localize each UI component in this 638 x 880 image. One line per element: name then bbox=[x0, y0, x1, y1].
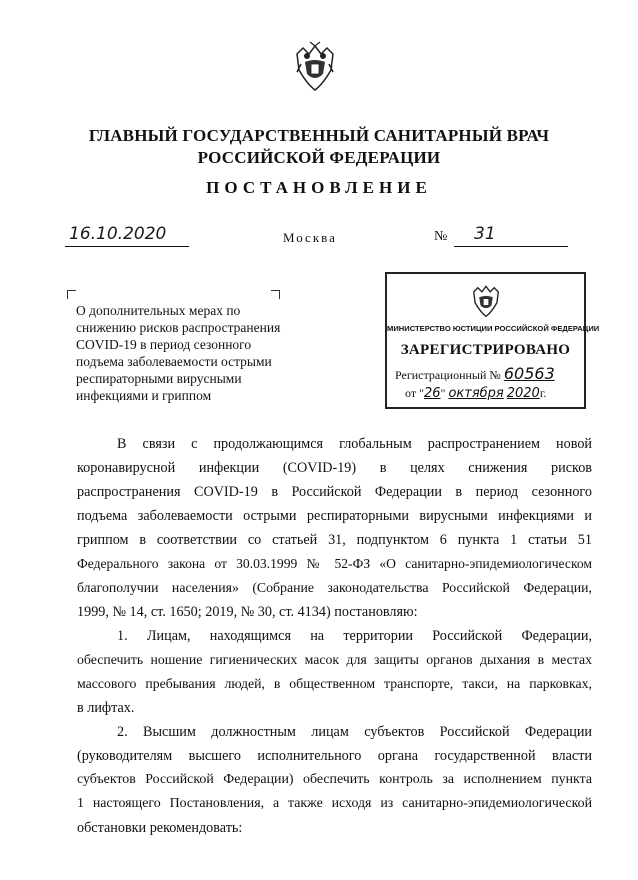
subject-line: снижению рисков распространения bbox=[76, 320, 281, 335]
body-line: (руководителям высшего исполнительного органа государственной власти bbox=[77, 748, 592, 764]
stamp-ministry: МИНИСТЕРСТВО ЮСТИЦИИ РОССИЙСКОЙ ФЕДЕРАЦИИ bbox=[387, 324, 600, 333]
city: Москва bbox=[283, 230, 337, 245]
body-line: обстановки рекомендовать: bbox=[77, 820, 243, 836]
body-line: массового пребывания людей, в общественном транспорте, такси, на парковках, bbox=[77, 676, 592, 691]
stamp-registration-line bbox=[395, 364, 555, 383]
number-label: № bbox=[434, 229, 448, 244]
handwritten-month: октября bbox=[448, 386, 504, 401]
body-line: 1. Лицам, находящимся на территории Российской Федерации, bbox=[117, 628, 592, 644]
subject-line: О дополнительных мерах по bbox=[76, 303, 241, 318]
subject-corner-right bbox=[271, 290, 280, 299]
body-line: 1 настоящего Постановления, а также исходя из санитарно-эпидемиологической bbox=[77, 796, 592, 811]
number-field bbox=[454, 226, 568, 247]
body-line: гриппом в соответствии со статьей 31, подпунктом 6 пункта 1 статьи 51 bbox=[77, 532, 592, 548]
body-line: обеспечить ношение гигиенических масок для защиты органов дыхания в местах bbox=[77, 652, 592, 667]
handwritten-day: 26 bbox=[423, 386, 441, 401]
registration-stamp bbox=[385, 272, 600, 409]
authority-subtitle: РОССИЙСКОЙ ФЕДЕРАЦИИ bbox=[197, 148, 441, 167]
body-line: благополучии населения» (Собрание законодательства Российской Федерации, bbox=[77, 580, 592, 595]
stamp-year-suffix: г. bbox=[539, 386, 547, 400]
handwritten-date: 16.10.2020 bbox=[69, 224, 167, 244]
subject-line: подъема заболеваемости острыми bbox=[76, 354, 272, 369]
document-body bbox=[77, 432, 592, 840]
stamp-date-line bbox=[405, 386, 546, 401]
body-line: Федерального закона от 30.03.1999 № 52-ФЗ «О санитарно-эпидемиологическом bbox=[77, 556, 592, 571]
body-line: распространения COVID-19 в Российской Федерации в период сезонного bbox=[77, 484, 592, 500]
body-line: 1999, № 14, ст. 1650; 2019, № 30, ст. 4134) постановляю: bbox=[77, 604, 418, 620]
paragraph-item-2 bbox=[77, 720, 592, 840]
subject-line: COVID-19 в период сезонного bbox=[76, 337, 252, 352]
body-line: подъема заболеваемости острыми респираторными вирусными инфекциями и bbox=[77, 508, 592, 524]
paragraph-item-1 bbox=[77, 624, 592, 720]
document-type: ПОСТАНОВЛЕНИЕ bbox=[206, 178, 432, 197]
body-line: В связи с продолжающимся глобальным распространением новой bbox=[117, 436, 592, 452]
stamp-quote: " bbox=[440, 386, 446, 400]
body-line: в лифтах. bbox=[77, 700, 135, 716]
subject-line: инфекциями и гриппом bbox=[76, 388, 212, 403]
paragraph-preamble bbox=[77, 432, 592, 624]
stamp-from-label: от " bbox=[405, 386, 424, 400]
stamp-reg-label: Регистрационный № bbox=[395, 368, 501, 382]
authority-title: ГЛАВНЫЙ ГОСУДАРСТВЕННЫЙ САНИТАРНЫЙ ВРАЧ bbox=[88, 126, 550, 145]
coat-of-arms-icon bbox=[293, 40, 337, 92]
subject-line: респираторными вирусными bbox=[76, 371, 242, 386]
stamp-eagle-icon bbox=[471, 282, 501, 318]
body-line: 2. Высшим должностным лицам субъектов Российской Федерации bbox=[117, 724, 592, 740]
subject-corner-left bbox=[67, 290, 76, 299]
body-line: коронавирусной инфекции (COVID-19) в целях снижения рисков bbox=[77, 460, 592, 476]
handwritten-reg-number: 60563 bbox=[503, 364, 555, 383]
handwritten-number: 31 bbox=[474, 224, 496, 244]
document-subject bbox=[76, 302, 308, 404]
body-line: субъектов Российской Федерации) обеспечить контроль за исполнением пункта bbox=[77, 772, 592, 787]
handwritten-year: 2020 bbox=[506, 386, 540, 401]
date-field bbox=[65, 226, 189, 247]
stamp-status: ЗАРЕГИСТРИРОВАНО bbox=[400, 342, 571, 358]
